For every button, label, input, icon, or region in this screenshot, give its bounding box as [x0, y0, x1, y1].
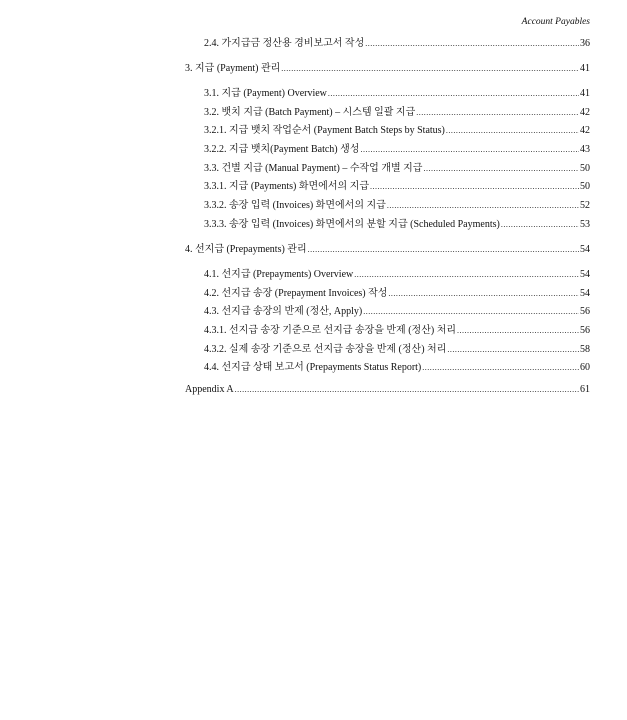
toc-entry[interactable] [204, 37, 590, 51]
toc-entry-page: 50 [580, 181, 590, 192]
toc-entry-page: 50 [580, 163, 590, 174]
toc-entry[interactable] [204, 106, 590, 120]
toc-entry[interactable] [204, 124, 590, 138]
toc-entry-page: 36 [580, 38, 590, 49]
dot-leader [360, 143, 579, 157]
toc-entry-title: 4.3.1. 선지급 송장 기준으로 선지급 송장을 반제 (정산) 처리 [204, 325, 457, 336]
toc-entry-page: 43 [580, 144, 590, 155]
toc-entry[interactable] [204, 361, 590, 375]
toc-entry-title: 3.2. 뱃치 지급 (Batch Payment) – 시스템 일괄 지급 [204, 107, 416, 118]
dot-leader [354, 268, 579, 282]
toc-entry[interactable] [204, 343, 590, 357]
running-header: Account Payables [521, 17, 590, 27]
toc-entry-title: 4.4. 선지급 상태 보고서 (Prepayments Status Report) [204, 362, 422, 373]
toc-entry-page: 56 [580, 325, 590, 336]
toc-entry-title: 3.3. 건별 지급 (Manual Payment) – 수작업 개별 지급 [204, 163, 423, 174]
toc-entry-title: 3.2.1. 지급 뱃치 작업순서 (Payment Batch Steps by Status) [204, 125, 445, 136]
toc-entry-title: 4.3.2. 실제 송장 기준으로 선지급 송장을 반제 (정산) 처리 [204, 344, 447, 355]
toc-entry-title: 4.2. 선지급 송장 (Prepayment Invoices) 작성 [204, 288, 388, 299]
dot-leader [365, 37, 579, 51]
toc-entry-page: 41 [580, 88, 590, 99]
toc-entry[interactable] [204, 268, 590, 282]
dot-leader [446, 124, 579, 138]
toc-entry-page: 54 [580, 244, 590, 255]
toc-entry[interactable] [204, 305, 590, 319]
toc-entry[interactable] [204, 180, 590, 194]
toc-entry-page: 53 [580, 219, 590, 230]
toc-entry-page: 41 [580, 63, 590, 74]
toc-entry-title: 4.1. 선지급 (Prepayments) Overview [204, 269, 354, 280]
toc-entry-page: 61 [580, 384, 590, 395]
toc-entry-page: 56 [580, 306, 590, 317]
dot-leader [416, 106, 579, 120]
toc-entry[interactable] [204, 162, 590, 176]
toc-entry[interactable] [204, 324, 590, 338]
toc-entry[interactable] [185, 243, 590, 257]
dot-leader [388, 287, 579, 301]
toc-entry[interactable] [185, 62, 590, 76]
toc-entry-page: 52 [580, 200, 590, 211]
toc-entry[interactable] [204, 87, 590, 101]
toc-entry[interactable] [185, 383, 590, 397]
toc-entry-page: 54 [580, 269, 590, 280]
dot-leader [363, 305, 579, 319]
dot-leader [235, 383, 579, 397]
toc-entry-page: 54 [580, 288, 590, 299]
dot-leader [501, 218, 579, 232]
toc-entry-title: 3.3.1. 지급 (Payments) 화면에서의 지급 [204, 181, 369, 192]
toc-entry-page: 42 [580, 125, 590, 136]
toc-entry[interactable] [204, 199, 590, 213]
toc-entry-title: 2.4. 가지급금 정산용 경비보고서 작성 [204, 38, 365, 49]
dot-leader [447, 343, 579, 357]
dot-leader [281, 62, 579, 76]
dot-leader [423, 162, 579, 176]
dot-leader [387, 199, 579, 213]
toc-entry-title: 3.3.2. 송장 입력 (Invoices) 화면에서의 지급 [204, 200, 386, 211]
toc-entry[interactable] [204, 287, 590, 301]
toc-entry-title: Appendix A [185, 384, 234, 395]
toc-entry-title: 4. 선지급 (Prepayments) 관리 [185, 244, 307, 255]
toc-entry[interactable] [204, 143, 590, 157]
toc-entry-page: 42 [580, 107, 590, 118]
dot-leader [328, 87, 579, 101]
toc-entry-title: 3.1. 지급 (Payment) Overview [204, 88, 327, 99]
toc-entry-page: 60 [580, 362, 590, 373]
toc-entry[interactable] [204, 218, 590, 232]
dot-leader [370, 180, 579, 194]
toc-entry-title: 3.2.2. 지급 뱃치(Payment Batch) 생성 [204, 144, 360, 155]
toc-entry-title: 3. 지급 (Payment) 관리 [185, 63, 281, 74]
toc-entry-title: 4.3. 선지급 송장의 반제 (정산, Apply) [204, 306, 363, 317]
dot-leader [422, 361, 579, 375]
toc-entry-title: 3.3.3. 송장 입력 (Invoices) 화면에서의 분할 지급 (Scheduled Payments) [204, 219, 500, 230]
toc-entry-page: 58 [580, 344, 590, 355]
dot-leader [308, 243, 579, 257]
dot-leader [457, 324, 579, 338]
